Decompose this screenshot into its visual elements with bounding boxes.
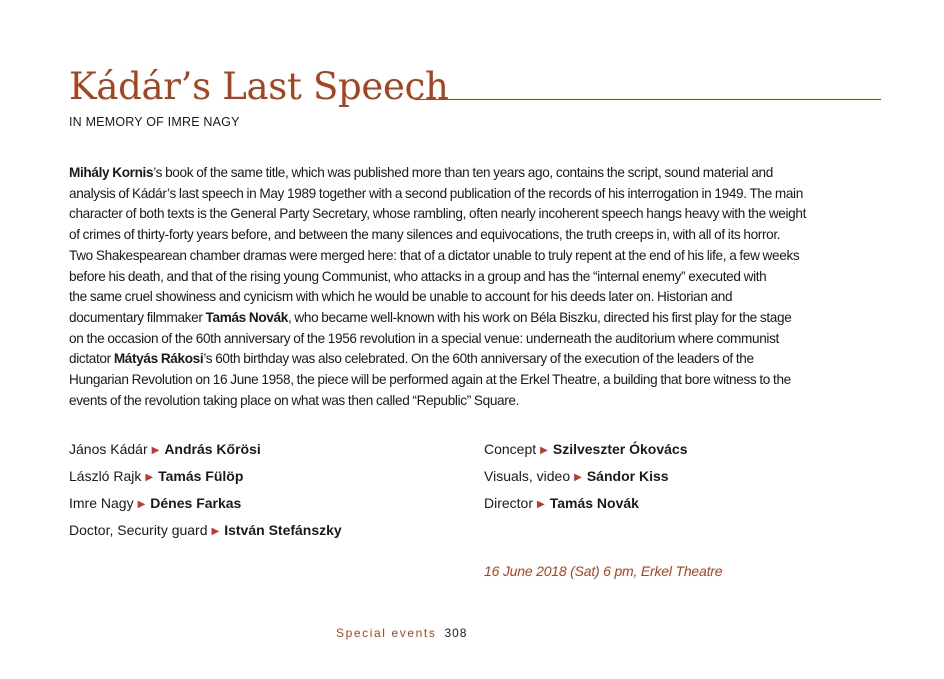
- credit-role: Imre Nagy: [69, 495, 134, 511]
- credit-row: [69, 491, 342, 518]
- credit-row: [484, 464, 688, 491]
- triangle-right-icon: ▶: [211, 526, 220, 537]
- credit-name: Tamás Fülöp: [158, 468, 244, 484]
- body-text-segment: dictator: [69, 351, 114, 367]
- credit-name: András Kőrösi: [164, 441, 261, 457]
- person-name: Tamás Novák: [205, 309, 288, 325]
- credit-row: [484, 491, 688, 518]
- body-text-segment: on the occasion of the 60th anniversary of the 1956 revolution in a special venue: underneath the auditorium where communist: [69, 330, 779, 346]
- triangle-right-icon: ▶: [574, 472, 582, 483]
- page-title: Kádár’s Last Speech: [69, 65, 449, 108]
- body-line: [69, 225, 889, 246]
- crew-list: [484, 437, 688, 518]
- body-line: [69, 391, 889, 412]
- triangle-right-icon: ▶: [145, 472, 154, 483]
- credit-name: Sándor Kiss: [586, 468, 669, 484]
- event-date-venue: 16 June 2018 (Sat) 6 pm, Erkel Theatre: [484, 563, 723, 579]
- body-line: [69, 329, 889, 350]
- body-line: [69, 246, 889, 267]
- body-line: [69, 308, 889, 329]
- triangle-right-icon: ▶: [540, 445, 548, 456]
- body-text-segment: documentary filmmaker: [69, 309, 206, 325]
- triangle-right-icon: ▶: [537, 499, 545, 510]
- credit-role: Concept: [484, 441, 537, 457]
- body-text-segment: analysis of Kádár’s last speech in May 1989 together with a second publication of the records of his interrogation in 1949. The main: [69, 185, 803, 201]
- credit-row: [69, 464, 342, 491]
- credit-name: István Stefánszky: [224, 522, 342, 538]
- credit-row: [69, 518, 342, 545]
- triangle-right-icon: ▶: [151, 445, 160, 456]
- triangle-right-icon: ▶: [137, 499, 146, 510]
- footer-section-label: Special events: [336, 626, 437, 640]
- page-number: 308: [444, 626, 468, 640]
- cast-list: [69, 437, 342, 545]
- credit-role: János Kádár: [69, 441, 148, 457]
- credit-row: [69, 437, 342, 464]
- body-text-segment: ’s book of the same title, which was published more than ten years ago, contains the script, sound material and: [153, 165, 773, 180]
- credit-role: Doctor, Security guard: [69, 522, 208, 538]
- person-name: Mihály Kornis: [69, 165, 154, 180]
- body-text-segment: ’s 60th birthday was also celebrated. On the 60th anniversary of the execution of the leaders of the: [203, 351, 754, 367]
- body-text-segment: before his death, and that of the rising young Communist, who attacks in a group and has the “internal enemy” executed with: [69, 268, 767, 284]
- body-line: [69, 370, 889, 391]
- person-name: Mátyás Rákosi: [113, 351, 204, 367]
- body-text-segment: Hungarian Revolution on 16 June 1958, the piece will be performed again at the Erkel Theatre, a building that bore witness to the: [69, 372, 791, 388]
- body-line: [69, 267, 889, 288]
- page-subtitle: IN MEMORY OF IMRE NAGY: [69, 115, 240, 129]
- body-text-segment: events of the revolution taking place on what was then called “Republic” Square.: [69, 392, 520, 408]
- body-text-segment: , who became well-known with his work on Béla Biszku, directed his first play for the stage: [287, 309, 792, 325]
- body-line: [69, 163, 889, 184]
- body-line: [69, 287, 889, 308]
- body-text-segment: the same cruel showiness and cynicism with which he would be unable to account for his deeds later on. Historian and: [69, 289, 733, 305]
- body-text-segment: Two Shakespearean chamber dramas were merged here: that of a dictator unable to truly repent at the end of his life, a few weeks: [69, 247, 800, 263]
- credit-role: Visuals, video: [484, 468, 571, 484]
- body-line: [69, 349, 889, 370]
- body-line: [69, 184, 889, 205]
- credit-name: Szilveszter Ókovács: [552, 441, 688, 457]
- credit-row: [484, 437, 688, 464]
- credit-name: Tamás Novák: [549, 495, 639, 511]
- credit-name: Dénes Farkas: [150, 495, 242, 511]
- credit-role: Director: [484, 495, 534, 511]
- title-row: [69, 66, 881, 108]
- title-rule: [415, 99, 881, 100]
- credit-role: László Rajk: [69, 468, 142, 484]
- page-footer: [336, 626, 467, 640]
- body-paragraph: [69, 163, 889, 411]
- body-text-segment: character of both texts is the General Party Secretary, whose rambling, often nearly incoherent speech hangs heavy with the weight: [69, 206, 807, 222]
- body-line: [69, 204, 889, 225]
- body-text-segment: of crimes of thirty-forty years before, and between the many silences and equivocations, the truth creeps in, with all of its horror.: [69, 227, 781, 243]
